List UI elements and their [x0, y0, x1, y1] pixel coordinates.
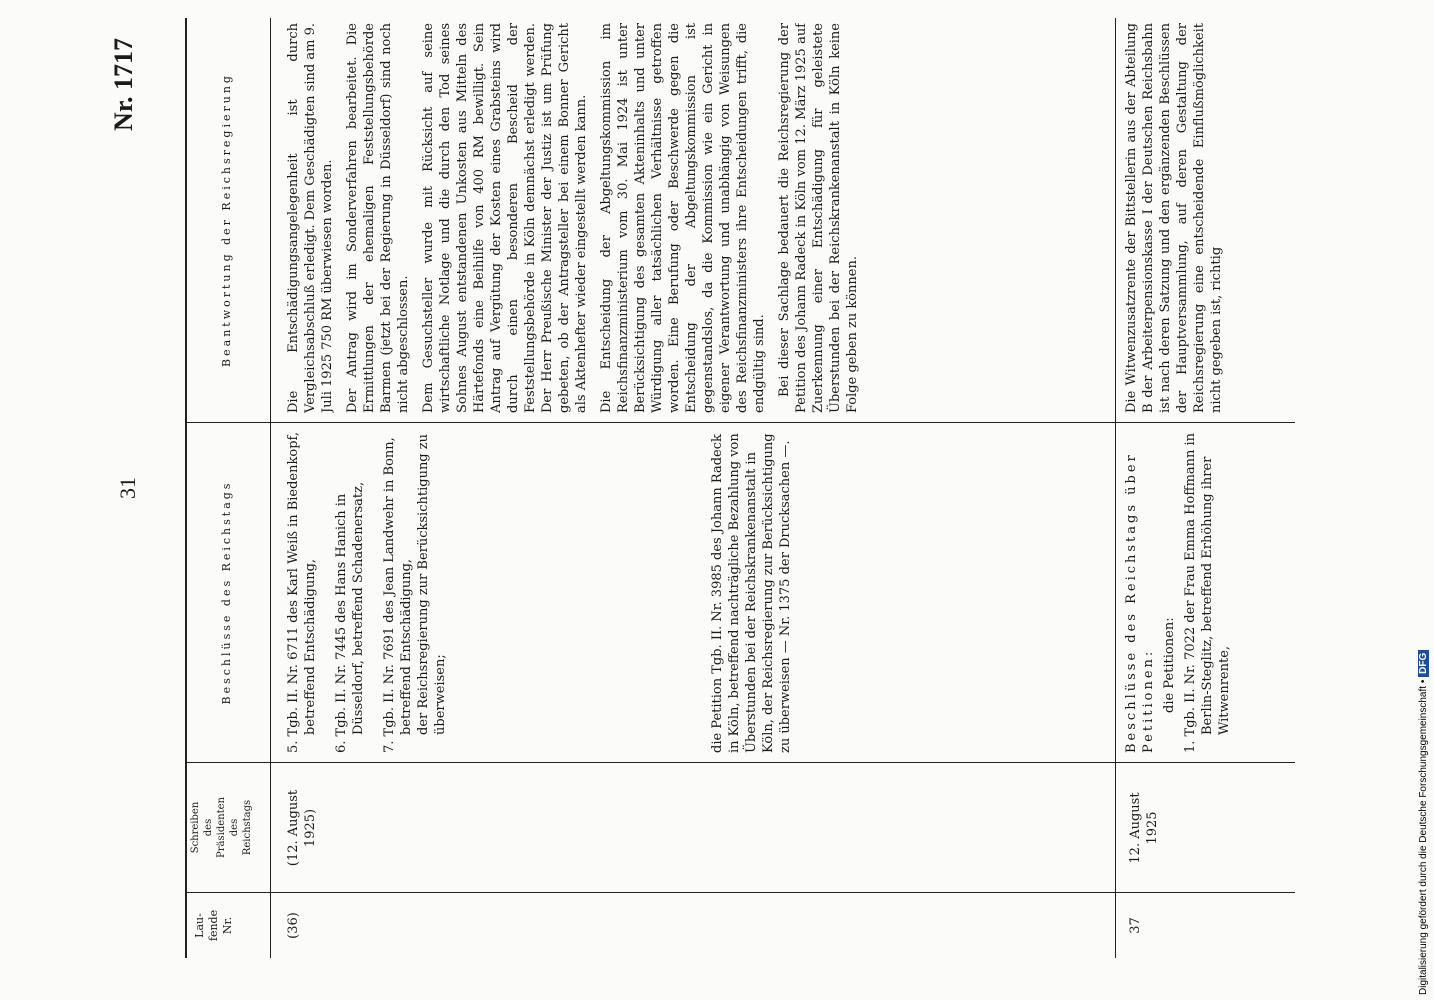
resolution-intro: Beschlüsse des Reichstags über Petitionen:: [1124, 452, 1156, 753]
entry-37-answer: Die Witwenzusatzrente der Bittstellerin aus der Abteilung B der Arbeiterpensionskasse I der Deutschen Reichsbahn ist nach deren Satzung und den ergänzenden Beschlüssen der Hauptversammlung, auf deren Gestaltung der Reichsregierung eine entscheidende Einflußmöglichkeit nicht gegeben ist, richtig: [1124, 23, 1224, 413]
table-top-rule: [185, 18, 187, 958]
col-header-beantwortung: Beantwortung der Reichsregierung: [220, 73, 233, 367]
document-number: Nr. 1717: [109, 38, 138, 131]
answer-6: Der Antrag wird im Sonderverfahren bearbeitet. Die Ermittlungen der ehemaligen Feststellungsbehörde Barmen (jetzt bei der Regierung in Düsseldorf) sind noch nicht abgeschlossen.: [345, 23, 411, 413]
answer-5: Die Entschädigungsangelegenheit ist durch Vergleichsabschluß erledigt. Dem Geschädigten sind am 9. Juli 1925 750 RM überwiesen worden.: [286, 23, 335, 413]
resolution-sub: die Petitionen:: [1162, 617, 1177, 713]
entry-37-resolutions: [1123, 428, 1293, 753]
entry-36-answers: [285, 23, 1105, 413]
entry-37-date: 12. August 1925: [1128, 792, 1160, 864]
page-number: 31: [115, 477, 140, 499]
col-sep-2: [185, 762, 1295, 763]
col-header-beschluesse: Beschlüsse des Reichstags: [220, 480, 233, 705]
answer-radeck-2: Bei dieser Sachlage bedauert die Reichsregierung der Petition des Johann Radeck in Köln vom 12. März 1925 auf Zuerkennung einer Entschädigung für geleistete Überstunden bei der Reichskrankenanstalt in Köln keine Folge geben zu können.: [777, 23, 860, 413]
col-header-lfd: Lau- fende Nr.: [193, 909, 234, 942]
dfg-logo: DFG: [1418, 650, 1429, 677]
rotated-document: [109, 18, 1295, 958]
resolution-hoffmann: 1. Tgb. II. Nr. 7022 der Frau Emma Hoffmann in Berlin-Steglitz, betreffend Erhöhung ihrer Witwenrente,: [1183, 432, 1232, 753]
entry-36-resolutions: [285, 428, 1105, 753]
answer-radeck-1: Die Entscheidung der Abgeltungskommission im Reichsfinanzministerium vom 30. Mai 1924 ist unter Berücksichtigung des gesamten Akteninhalts und unter Würdigung aller tatsächlichen Verhältnisse getroffen worden. Eine Berufung oder Beschwerde gegen die Entscheidung der Abgeltungskommission ist gegenstandslos, da die Kommission wie ein Gericht in eigener Verantwortung und unabhängig von Weisungen des Reichsfinanzministers ihre Entscheidungen trifft, die endgültig sind.: [599, 23, 767, 413]
entry-36-date: (12. August 1925): [286, 789, 318, 867]
resolution-5: 5. Tgb. II. Nr. 6711 des Karl Weiß in Biedenkopf, betreffend Entschädigung,: [286, 431, 318, 753]
header-bottom-rule: [270, 18, 271, 958]
col-sep-3: [185, 422, 1295, 423]
entry-37-number: 37: [1128, 917, 1143, 934]
resolution-7: 7. Tgb. II. Nr. 7691 des Jean Landwehr in Bonn, betreffend Entschädigung, der Reichsregierung zur Berücksichtigung zu überweisen;: [382, 434, 448, 753]
entry-36-number: (36): [286, 912, 301, 939]
digitization-credit: [1418, 650, 1429, 995]
col-header-schreiben: Schreiben des Präsidenten des Reichstags: [190, 797, 253, 858]
credit-text: Digitalisierung gefördert durch die Deutsche Forschungsgemeinschaft •: [1418, 679, 1429, 995]
entry-separator-rule: [1115, 18, 1116, 958]
resolution-6: 6. Tgb. II. Nr. 7445 des Hans Hanich in Düsseldorf, betreffend Schadenersatz,: [334, 481, 366, 753]
answer-7: Dem Gesuchsteller wurde mit Rücksicht auf seine wirtschaftliche Notlage und die durch den Tod seines Sohnes August entstandenen Unkosten aus Mitteln des Härtefonds eine Beihilfe von 400 RM bewilligt. Sein Antrag auf Vergütung der Kosten eines Grabsteins wird durch einen besonderen Bescheid der Feststellungsbehörde in Köln demnächst erledigt werden. Der Herr Preußische Minister der Justiz ist um Prüfung gebeten, ob der Antragsteller bei einem Bonner Gericht als Aktenhefter wieder eingestellt werden kann.: [421, 23, 589, 413]
page-header: [109, 18, 175, 958]
resolution-radeck: die Petition Tgb. II. Nr. 3985 des Johann Radeck in Köln, betreffend nachträgliche Bezahlung von Überstunden bei der Reichskrankenanstalt in Köln, der Reichsregierung zur Berücksichtigung zu überweisen — Nr. 1375 der Drucksachen —.: [710, 433, 793, 753]
